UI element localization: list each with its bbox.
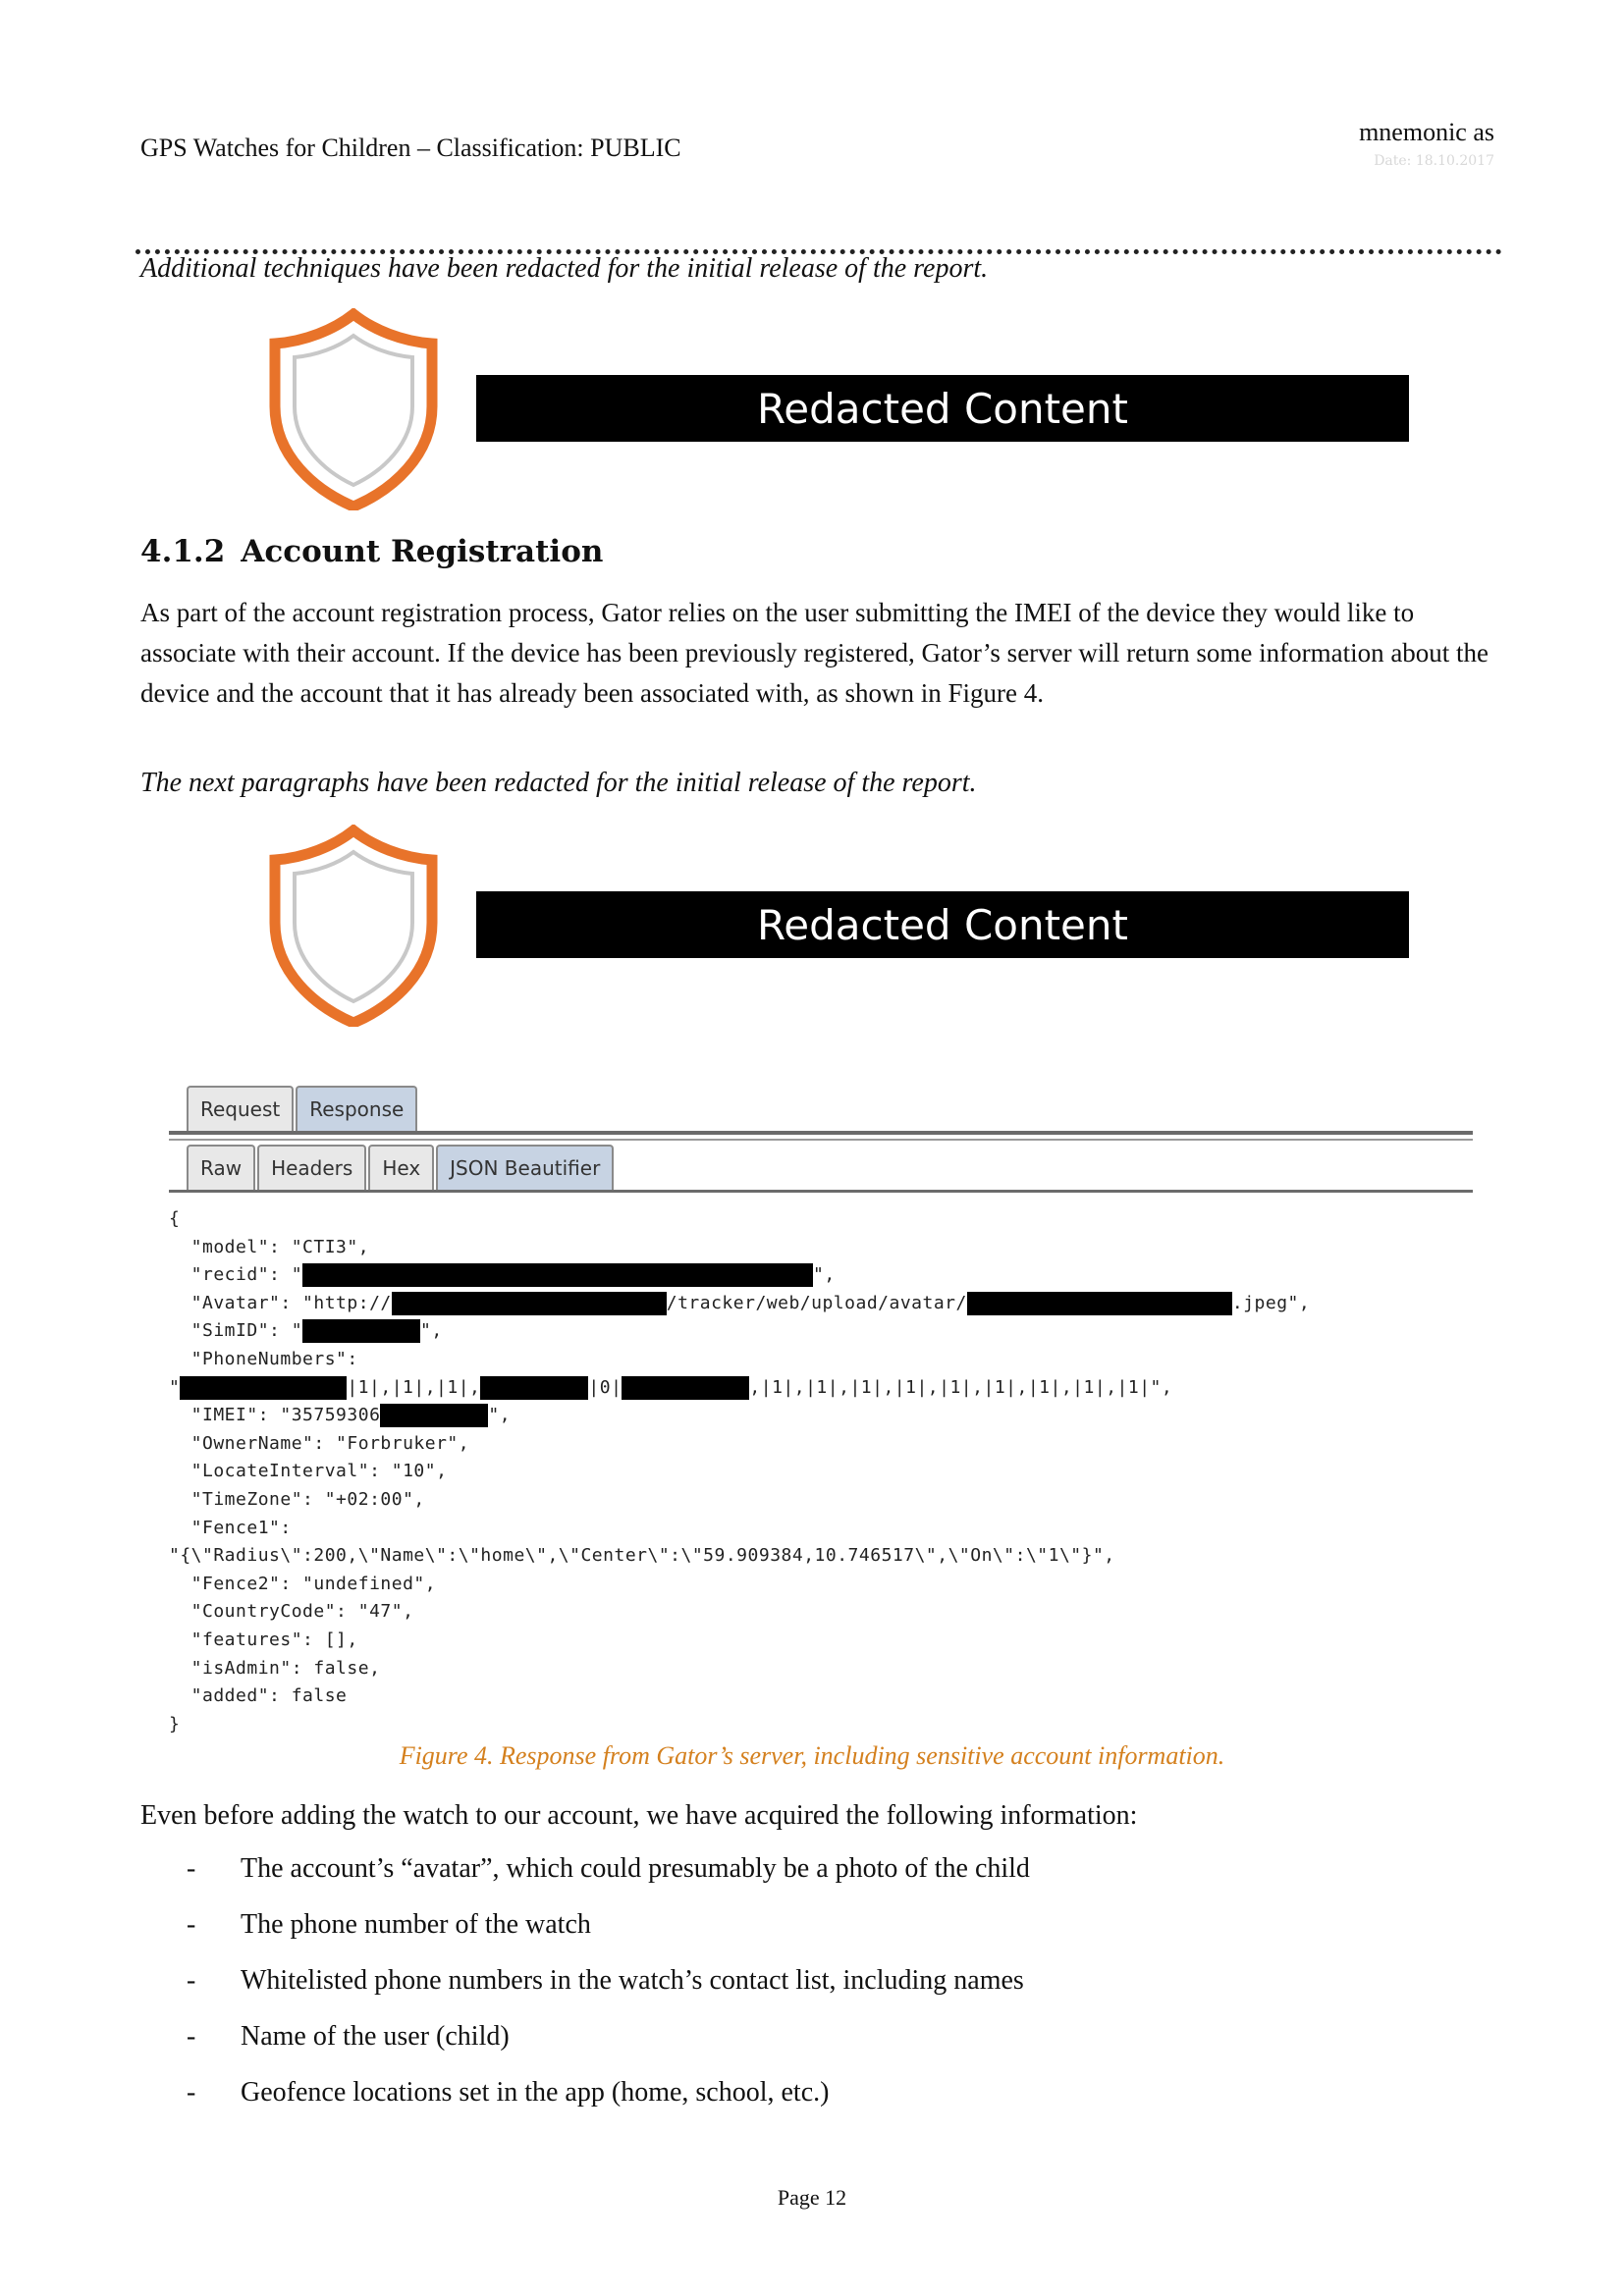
section-title: Account Registration — [241, 534, 604, 569]
tab-divider — [169, 1139, 1473, 1141]
code-line: "LocateInterval": "10", — [169, 1461, 448, 1482]
tab-hex[interactable]: Hex — [368, 1145, 434, 1190]
intro-text: Even before adding the watch to our account, we have acquired the following information: — [140, 1800, 1138, 1831]
redaction-block — [392, 1292, 667, 1315]
json-response — [169, 1205, 1310, 1738]
redaction-block — [180, 1376, 347, 1400]
code-line: "features": [], — [169, 1629, 358, 1650]
code-line: "CountryCode": "47", — [169, 1601, 414, 1623]
code-line: "model": "CTI3", — [169, 1236, 370, 1257]
redaction-block — [302, 1263, 813, 1287]
info-list — [187, 1853, 1030, 2133]
code-line: "Fence2": "undefined", — [169, 1573, 437, 1594]
page-number: Page 12 — [777, 2185, 847, 2210]
code-line: "PhoneNumbers": — [169, 1348, 358, 1369]
code-line: "IMEI": "35759306 ", — [169, 1405, 512, 1426]
section-heading — [140, 534, 603, 569]
list-item: - The account’s “avatar”, which could presumably be a photo of the child — [187, 1853, 1030, 1884]
redaction-block — [380, 1404, 488, 1427]
section-number: 4.1.2 — [140, 534, 226, 569]
redaction-block — [967, 1292, 1232, 1315]
list-item: - The phone number of the watch — [187, 1909, 591, 1940]
code-line: "Avatar": "http:// /tracker/web/upload/avatar/ .jpeg", — [169, 1292, 1311, 1313]
code-line: "TimeZone": "+02:00", — [169, 1488, 425, 1510]
redaction-block — [480, 1376, 588, 1400]
code-line: } — [169, 1713, 181, 1735]
code-line: { — [169, 1208, 181, 1229]
tab-request[interactable]: Request — [187, 1086, 294, 1131]
code-line: "added": false — [169, 1685, 348, 1707]
redaction-block — [302, 1319, 420, 1343]
code-line: "{\"Radius\":200,\"Name\":\"home\",\"Center\":\"59.909384,10.746517\",\"On\":\"1\"}", — [169, 1545, 1115, 1567]
code-line: "isAdmin": false, — [169, 1657, 381, 1679]
tab-headers[interactable]: Headers — [257, 1145, 366, 1190]
list-item: - Whitelisted phone numbers in the watch’s contact list, including names — [187, 1965, 1024, 1996]
code-line: "SimID": " ", — [169, 1320, 443, 1342]
list-item: - Name of the user (child) — [187, 2021, 510, 2052]
figure-caption: Figure 4. Response from Gator’s server, including sensitive account information. — [399, 1741, 1225, 1770]
header-title: GPS Watches for Children – Classification: PUBLIC — [140, 133, 681, 162]
code-line: "recid": " ", — [169, 1264, 836, 1286]
code-line: " |1|,|1|,|1|, |0| ,|1|,|1|,|1|,|1|,|1|,|1|,|1|,|1|,|1|", — [169, 1376, 1173, 1398]
redacted-content-bar: Redacted Content — [476, 891, 1409, 958]
header-date: Date: 18.10.2017 — [1374, 153, 1494, 169]
section-paragraph: As part of the account registration process, Gator relies on the user submitting the IMEI of the device they would like to associate with their account. If the device has been previously registered, Gator’s server will return some information about the device and the account that it has already been associated with, as shown in Figure 4. — [140, 598, 1489, 708]
tab-raw[interactable]: Raw — [187, 1145, 255, 1190]
redacted-content-bar: Redacted Content — [476, 375, 1409, 442]
header-company: mnemonic as — [1359, 118, 1494, 146]
tab-json-beautifier[interactable]: JSON Beautifier — [436, 1145, 614, 1190]
tab-divider — [169, 1190, 1473, 1193]
shield-icon — [265, 308, 442, 510]
redaction-note-2: The next paragraphs have been redacted for the initial release of the report. — [140, 768, 977, 798]
code-line: "Fence1": — [169, 1517, 292, 1538]
shield-icon — [265, 825, 442, 1027]
code-line: "OwnerName": "Forbruker", — [169, 1432, 470, 1454]
tab-divider — [169, 1131, 1473, 1135]
response-view-tabs — [187, 1145, 614, 1190]
redaction-block — [622, 1376, 749, 1400]
tab-response[interactable]: Response — [296, 1086, 417, 1131]
redaction-note-1: Additional techniques have been redacted for the initial release of the report. — [140, 253, 989, 284]
list-item: - Geofence locations set in the app (home, school, etc.) — [187, 2077, 830, 2108]
request-response-tabs — [187, 1086, 417, 1131]
